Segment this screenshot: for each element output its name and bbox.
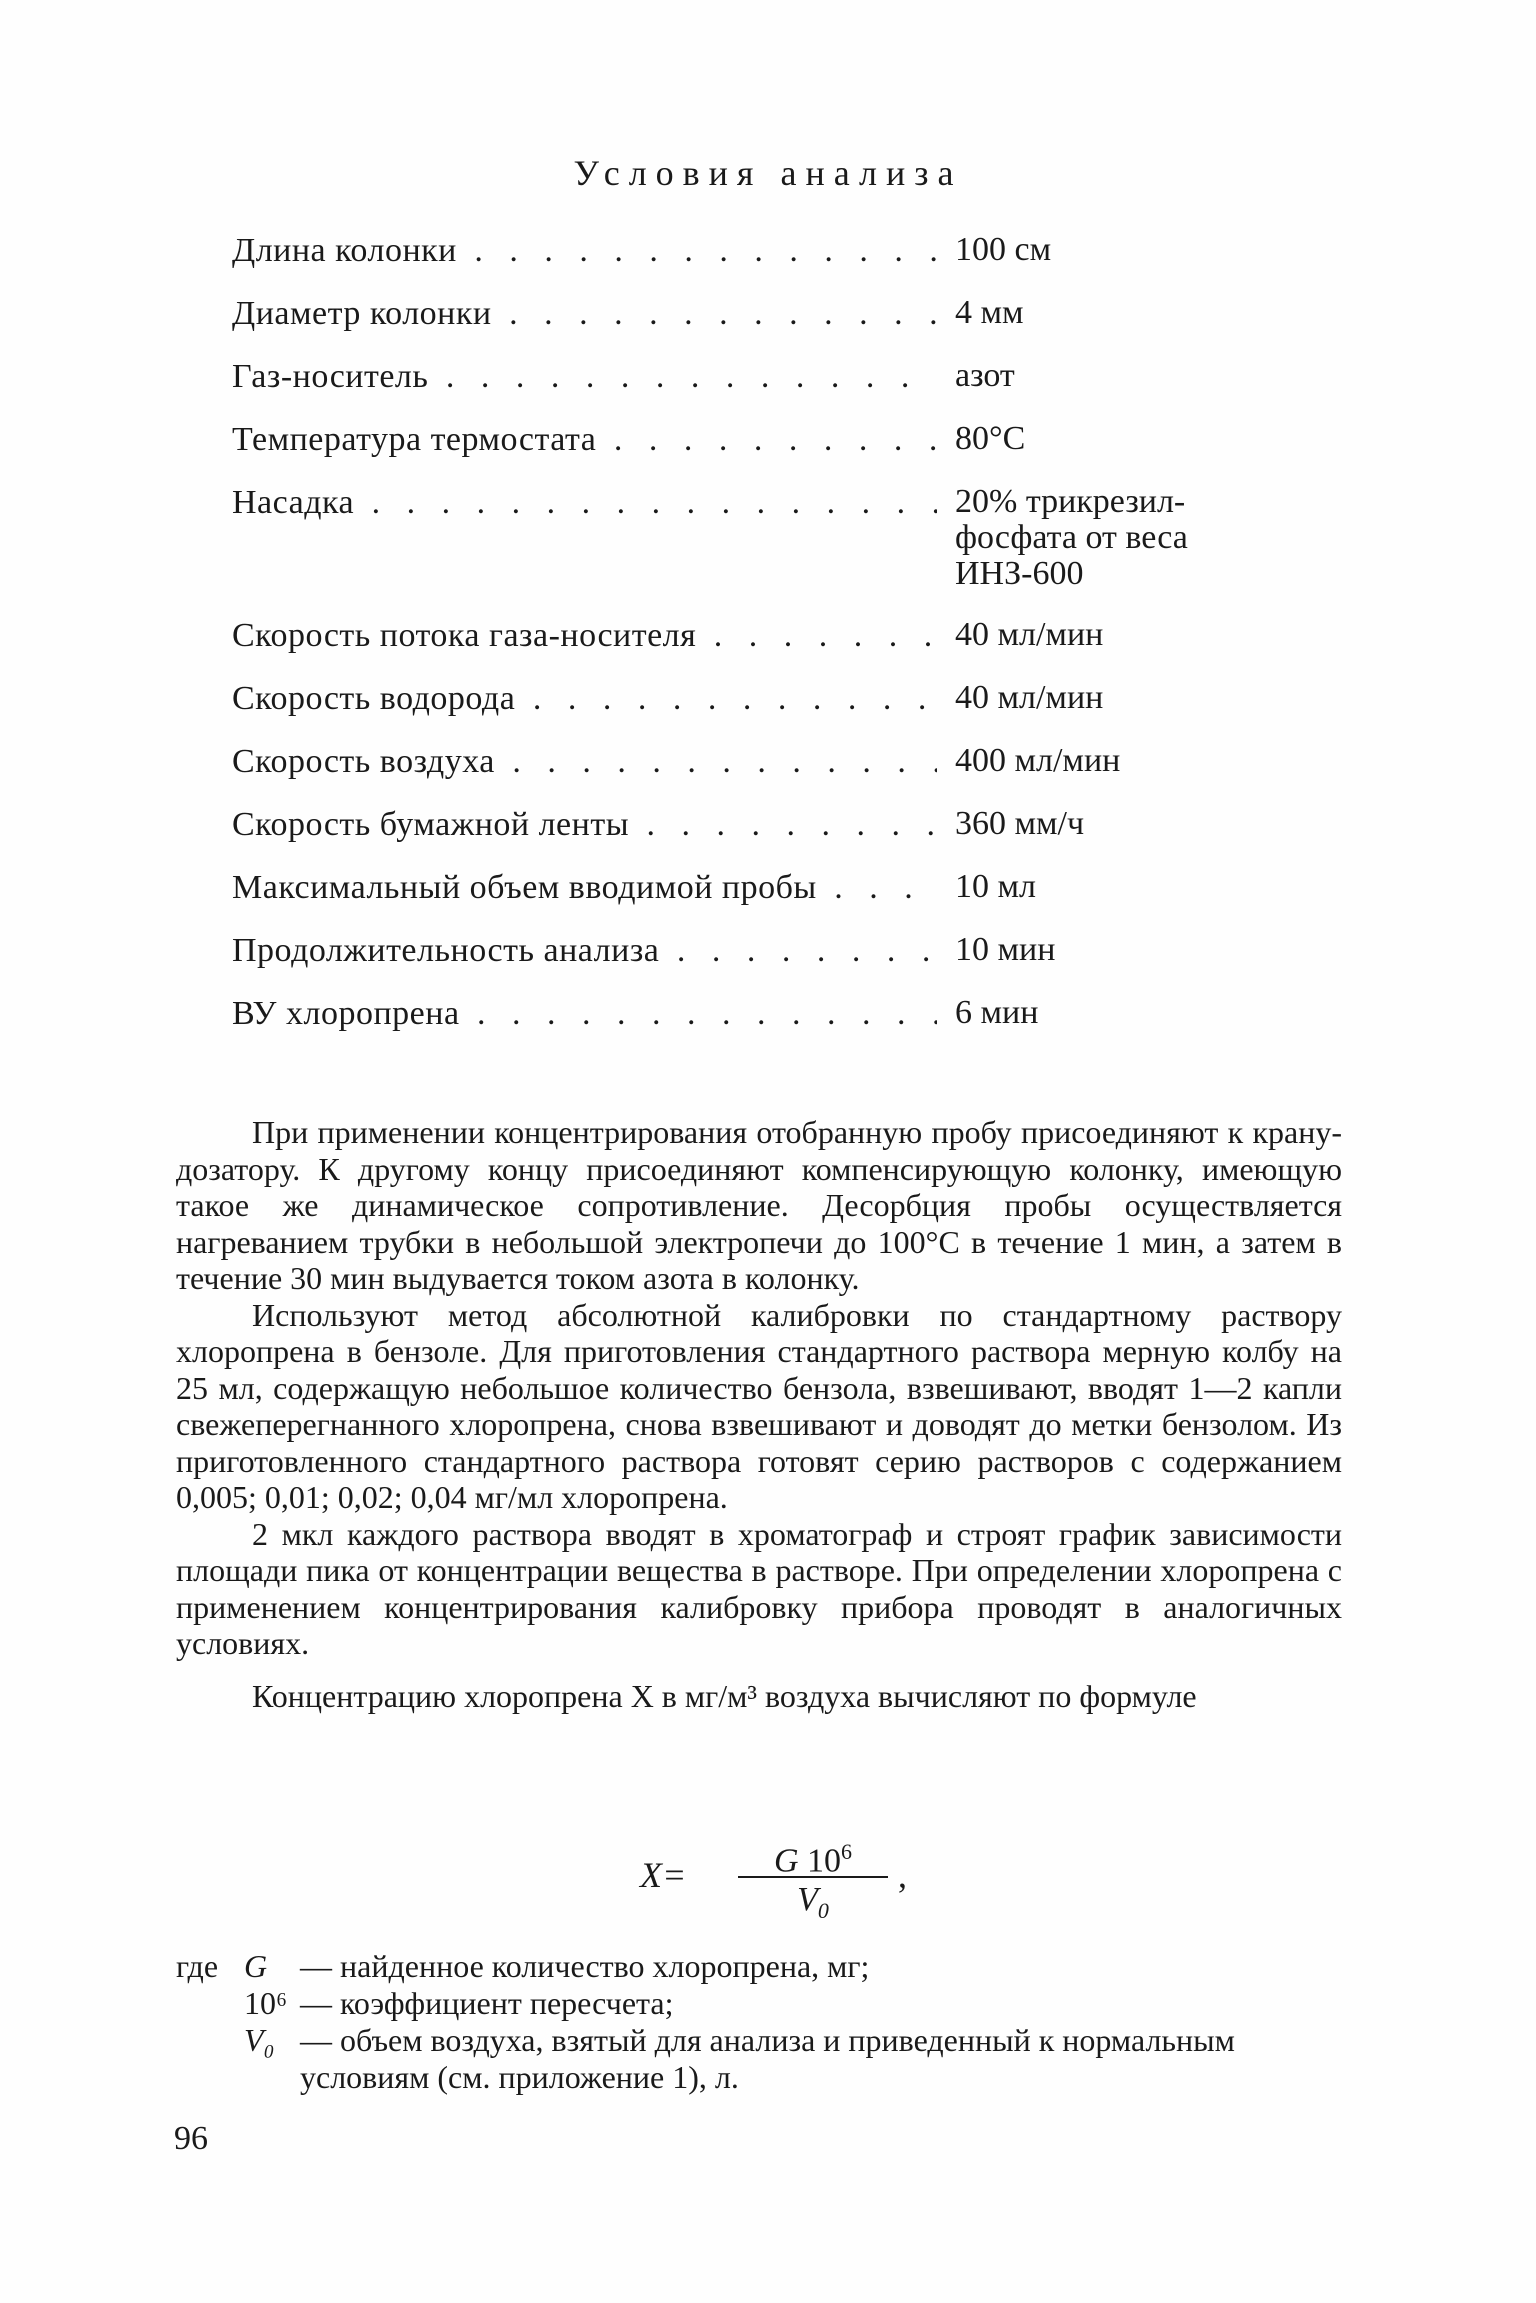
param-value: 6 мин	[955, 994, 1039, 1031]
param-name: Скорость бумажной ленты	[232, 806, 630, 843]
param-name: Продолжительность анализа	[232, 932, 660, 969]
param-value: 100 см	[955, 231, 1052, 268]
param-value: 10 мин	[955, 931, 1056, 968]
param-row	[232, 806, 1292, 844]
legend-description: — найденное количество хлоропрена, мг;	[300, 1948, 870, 1984]
page-number: 96	[174, 2120, 208, 2157]
param-row	[232, 743, 1292, 781]
paragraph: Используют метод абсолютной калибровки по стандартному раствору хлоропрена в бензоле. Для приготовления стандартного раствора мерную колбу на 25 мл, содержащую небольшое количество бензола, взвешивают, вводят 1—2 капли свежеперегнанного хлоропрена, снова взвешивают и доводят до метки бензолом. Из приготовленного стандартного раствора готовят серию растворов с содержанием 0,005; 0,01; 0,02; 0,04 мг/мл хлоропрена.	[176, 1296, 1342, 1515]
legend-where: где	[176, 1948, 219, 1984]
legend-item	[176, 1985, 1342, 2022]
formula-lhs: X=	[640, 1855, 687, 1895]
paragraph: При применении концентрирования отобранную пробу присоединяют к крану-дозатору. К другому концу присоединяют компенсирующую колонку, имеющую такое же динамическое сопротивление. Десорбция пробы осуществляется нагреванием трубки в небольшой электропечи до 100°С в течение 1 мин, а затем в течение 30 мин выдувается током азота в колонку.	[176, 1114, 1342, 1296]
param-value: 40 мл/мин	[955, 679, 1104, 716]
legend-item	[176, 1948, 1342, 1985]
param-name: ВУ хлоропрена	[232, 995, 460, 1032]
param-value: 4 мм	[955, 294, 1024, 331]
formula-fraction	[738, 1832, 888, 1931]
param-row	[232, 421, 1292, 459]
param-name: Насадка	[232, 484, 355, 521]
param-value: 20% трикрезил- фосфата от веса ИНЗ-600	[955, 483, 1188, 592]
param-value: 40 мл/мин	[955, 616, 1104, 653]
param-row	[232, 680, 1292, 718]
section-title: Условия анализа	[573, 153, 963, 193]
param-row	[232, 995, 1292, 1033]
formula-denominator: $V_0$	[797, 1881, 829, 1923]
formula-comma: ,	[898, 1855, 907, 1895]
param-value: 10 мл	[955, 868, 1036, 905]
formula	[0, 1832, 1536, 1942]
param-row	[232, 869, 1292, 907]
param-value: 360 мм/ч	[955, 805, 1085, 842]
param-name: Длина колонки	[232, 232, 457, 269]
param-row	[232, 932, 1292, 970]
param-row	[232, 484, 1292, 592]
legend-description: — объем воздуха, взятый для анализа и приведенный к нормальным условиям (см. приложение 1), л.	[300, 2022, 1235, 2095]
formula-numerator: G $10^6$	[773, 1839, 853, 1880]
param-name: Температура термостата	[232, 421, 597, 458]
formula-legend	[176, 1948, 1342, 2096]
param-name: Скорость потока газа-носителя	[232, 617, 697, 654]
param-name: Газ-носитель	[232, 358, 429, 395]
param-value: 80°С	[955, 420, 1026, 457]
legend-symbol: 10⁶	[244, 1985, 288, 2021]
analysis-conditions-table	[232, 232, 1292, 1058]
param-row	[232, 617, 1292, 655]
param-name: Диаметр колонки	[232, 295, 492, 332]
param-row	[232, 295, 1292, 333]
legend-symbol: G	[244, 1948, 268, 1984]
param-row	[232, 358, 1292, 396]
param-value: азот	[955, 357, 1015, 394]
param-value: 400 мл/мин	[955, 742, 1121, 779]
legend-item	[176, 2022, 1342, 2096]
paragraph: 2 мкл каждого раствора вводят в хроматограф и строят график зависимости площади пика от концентрации вещества в растворе. При определении хлоропрена с применением концентрирования калибровку прибора проводят в аналогичных условиях.	[176, 1515, 1342, 1661]
body-text	[176, 1114, 1342, 1714]
param-name: Максимальный объем вводимой пробы	[232, 869, 817, 906]
paragraph: Концентрацию хлоропрена X в мг/м³ воздуха вычисляют по формуле	[252, 1677, 1197, 1714]
param-name: Скорость водорода	[232, 680, 516, 717]
legend-symbol: V₀	[244, 2022, 275, 2058]
legend-description: — коэффициент пересчета;	[300, 1985, 674, 2021]
param-name: Скорость воздуха	[232, 743, 495, 780]
param-row	[232, 232, 1292, 270]
